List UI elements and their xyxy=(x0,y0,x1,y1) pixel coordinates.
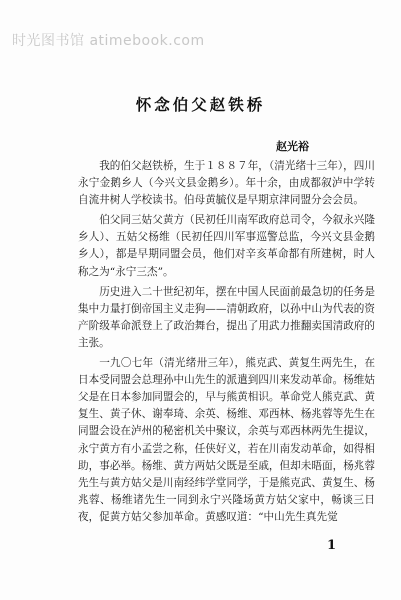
paragraph: 伯父同三姑父黄方（民初任川南军政府总司令，今叙永兴隆乡人）、五姑父杨维（民初任四川军事巡警总监，今兴文县金鹅乡人），都是早期同盟会员，他们对辛亥革命都有所建树，时人称之为“永宁三杰”。 xyxy=(78,214,375,278)
watermark: 时光图书馆 atimebook.com xyxy=(12,33,205,49)
paragraph: 一九〇七年（清光绪卅三年），熊克武、黄复生两先生，在日本受同盟会总理孙中山先生的派遣到四川来发动革命。杨维姑父是在日本参加同盟会的，早与熊黄相识。革命党人熊克武、黄复生、黄子休、谢奉琦、余英、杨维、邓西林、杨兆蓉等先生在同盟会设在泸州的秘密机关中聚议，余英与邓西林两先生提议，永宁黄方有小孟尝之称，任侠好义，若在川南发动革命，如得相助，事必举。杨维、黄方两姑父既是至戚，但却未晤面，杨兆蓉先生与黄方姑父是川南经纬学堂同学，于是熊克武、黄复生、杨兆蓉、杨维诸先生一同到永宁兴隆场黄方姑父家中，畅谈三日夜，促黄方姑父参加革命。黄感叹道：“中山先生真先觉 xyxy=(78,357,375,523)
body-text xyxy=(78,158,375,529)
page-number: 1 xyxy=(327,538,337,553)
page-title: 怀念伯父赵铁桥 xyxy=(135,95,266,114)
paragraph: 历史进入二十世纪初年，摆在中国人民面前最急切的任务是集中力量打倒帝国主义走狗——清朝政府，以孙中山为代表的资产阶级革命派登上了政治舞台，提出了用武力推翻卖国清政府的主张。 xyxy=(78,285,375,349)
author-name: 赵光裕 xyxy=(276,140,309,153)
paragraph: 我的伯父赵铁桥，生于１８８７年，（清光绪十三年），四川永宁金鹅乡人（今兴文县金鹅乡）。年十余，由成都叙泸中学转自流井树人学校读书。伯母黄毓仪是早期京津同盟分会会员。 xyxy=(78,160,375,207)
